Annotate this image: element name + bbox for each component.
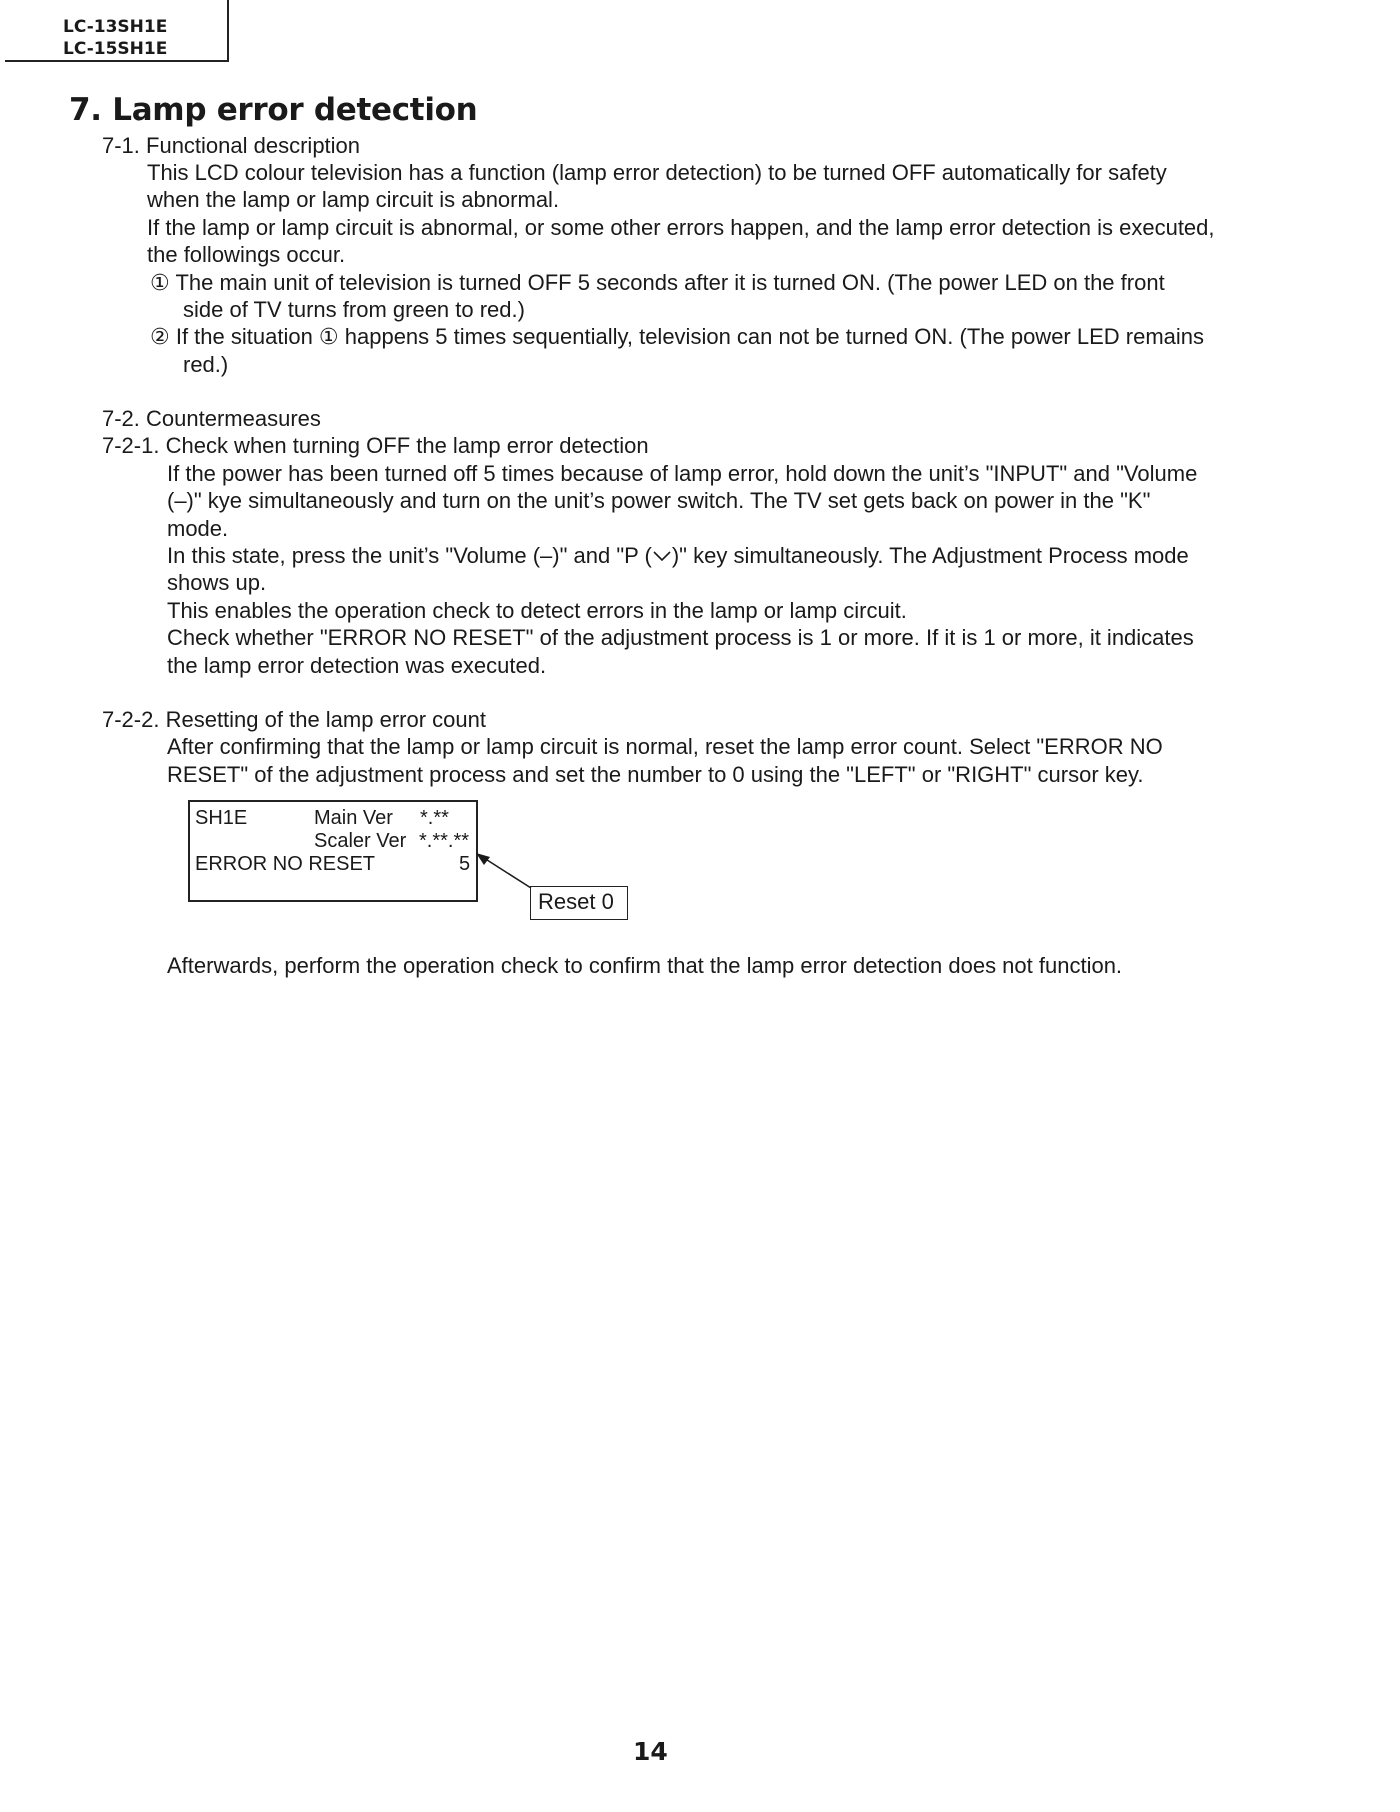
- paragraph-line: This LCD colour television has a function (lamp error detection) to be turned OFF automatically for safety: [147, 160, 1167, 185]
- model-number: LC-13SH1E: [63, 17, 168, 37]
- paragraph-line: After confirming that the lamp or lamp circuit is normal, reset the lamp error count. Select "ERROR NO: [167, 734, 1163, 759]
- paragraph-line: (–)" kye simultaneously and turn on the unit’s power switch. The TV set gets back on power in the "K": [167, 488, 1151, 513]
- paragraph-line: If the lamp or lamp circuit is abnormal, or some other errors happen, and the lamp error detection is executed,: [147, 215, 1215, 240]
- scaler-ver-value: *.**.**: [419, 830, 470, 852]
- page-number: 14: [633, 1737, 668, 1766]
- list-item: ② If the situation ① happens 5 times sequentially, television can not be turned ON. (The power LED remains: [150, 324, 1205, 349]
- subsection-heading: 7-2. Countermeasures: [102, 406, 321, 431]
- paragraph-line: RESET" of the adjustment process and set the number to 0 using the "LEFT" or "RIGHT" cursor key.: [167, 762, 1144, 787]
- screen-model: SH1E: [195, 807, 248, 829]
- error-no-reset-label: ERROR NO RESET: [195, 853, 376, 875]
- list-item-continuation: side of TV turns from green to red.): [183, 297, 525, 322]
- subsection-heading: 7-2-1. Check when turning OFF the lamp error detection: [102, 433, 649, 458]
- paragraph-line: the lamp error detection was executed.: [167, 653, 547, 678]
- main-ver-label: Main Ver: [314, 807, 393, 829]
- paragraph-line: If the power has been turned off 5 times because of lamp error, hold down the unit’s "INPUT" and "Volume: [167, 461, 1198, 486]
- list-item-continuation: red.): [183, 352, 229, 377]
- model-number: LC-15SH1E: [63, 39, 168, 59]
- paragraph-line: shows up.: [167, 570, 267, 595]
- section-title: 7. Lamp error detection: [69, 92, 478, 128]
- paragraph-text: )" key simultaneously. The Adjustment Process mode: [671, 543, 1189, 568]
- paragraph-line: mode.: [167, 516, 229, 541]
- subsection-heading: 7-2-2. Resetting of the lamp error count: [102, 707, 486, 732]
- scaler-ver-label: Scaler Ver: [314, 830, 407, 852]
- list-item: ① The main unit of television is turned OFF 5 seconds after it is turned ON. (The power LED on the front: [150, 270, 1165, 295]
- paragraph-line: This enables the operation check to detect errors in the lamp or lamp circuit.: [167, 598, 907, 623]
- paragraph-line: when the lamp or lamp circuit is abnormal.: [147, 187, 560, 212]
- subsection-heading: 7-1. Functional description: [102, 133, 361, 158]
- closing-paragraph: Afterwards, perform the operation check to confirm that the lamp error detection does not function.: [167, 953, 1123, 978]
- main-ver-value: *.**: [420, 807, 449, 829]
- paragraph-line: the followings occur.: [147, 242, 346, 267]
- error-no-reset-value: 5: [459, 853, 471, 875]
- paragraph-line: Check whether "ERROR NO RESET" of the adjustment process is 1 or more. If it is 1 or more, it indicates: [167, 625, 1194, 650]
- reset-callout: Reset 0: [530, 886, 628, 920]
- paragraph-text: In this state, press the unit’s "Volume (–)" and "P (: [167, 543, 652, 568]
